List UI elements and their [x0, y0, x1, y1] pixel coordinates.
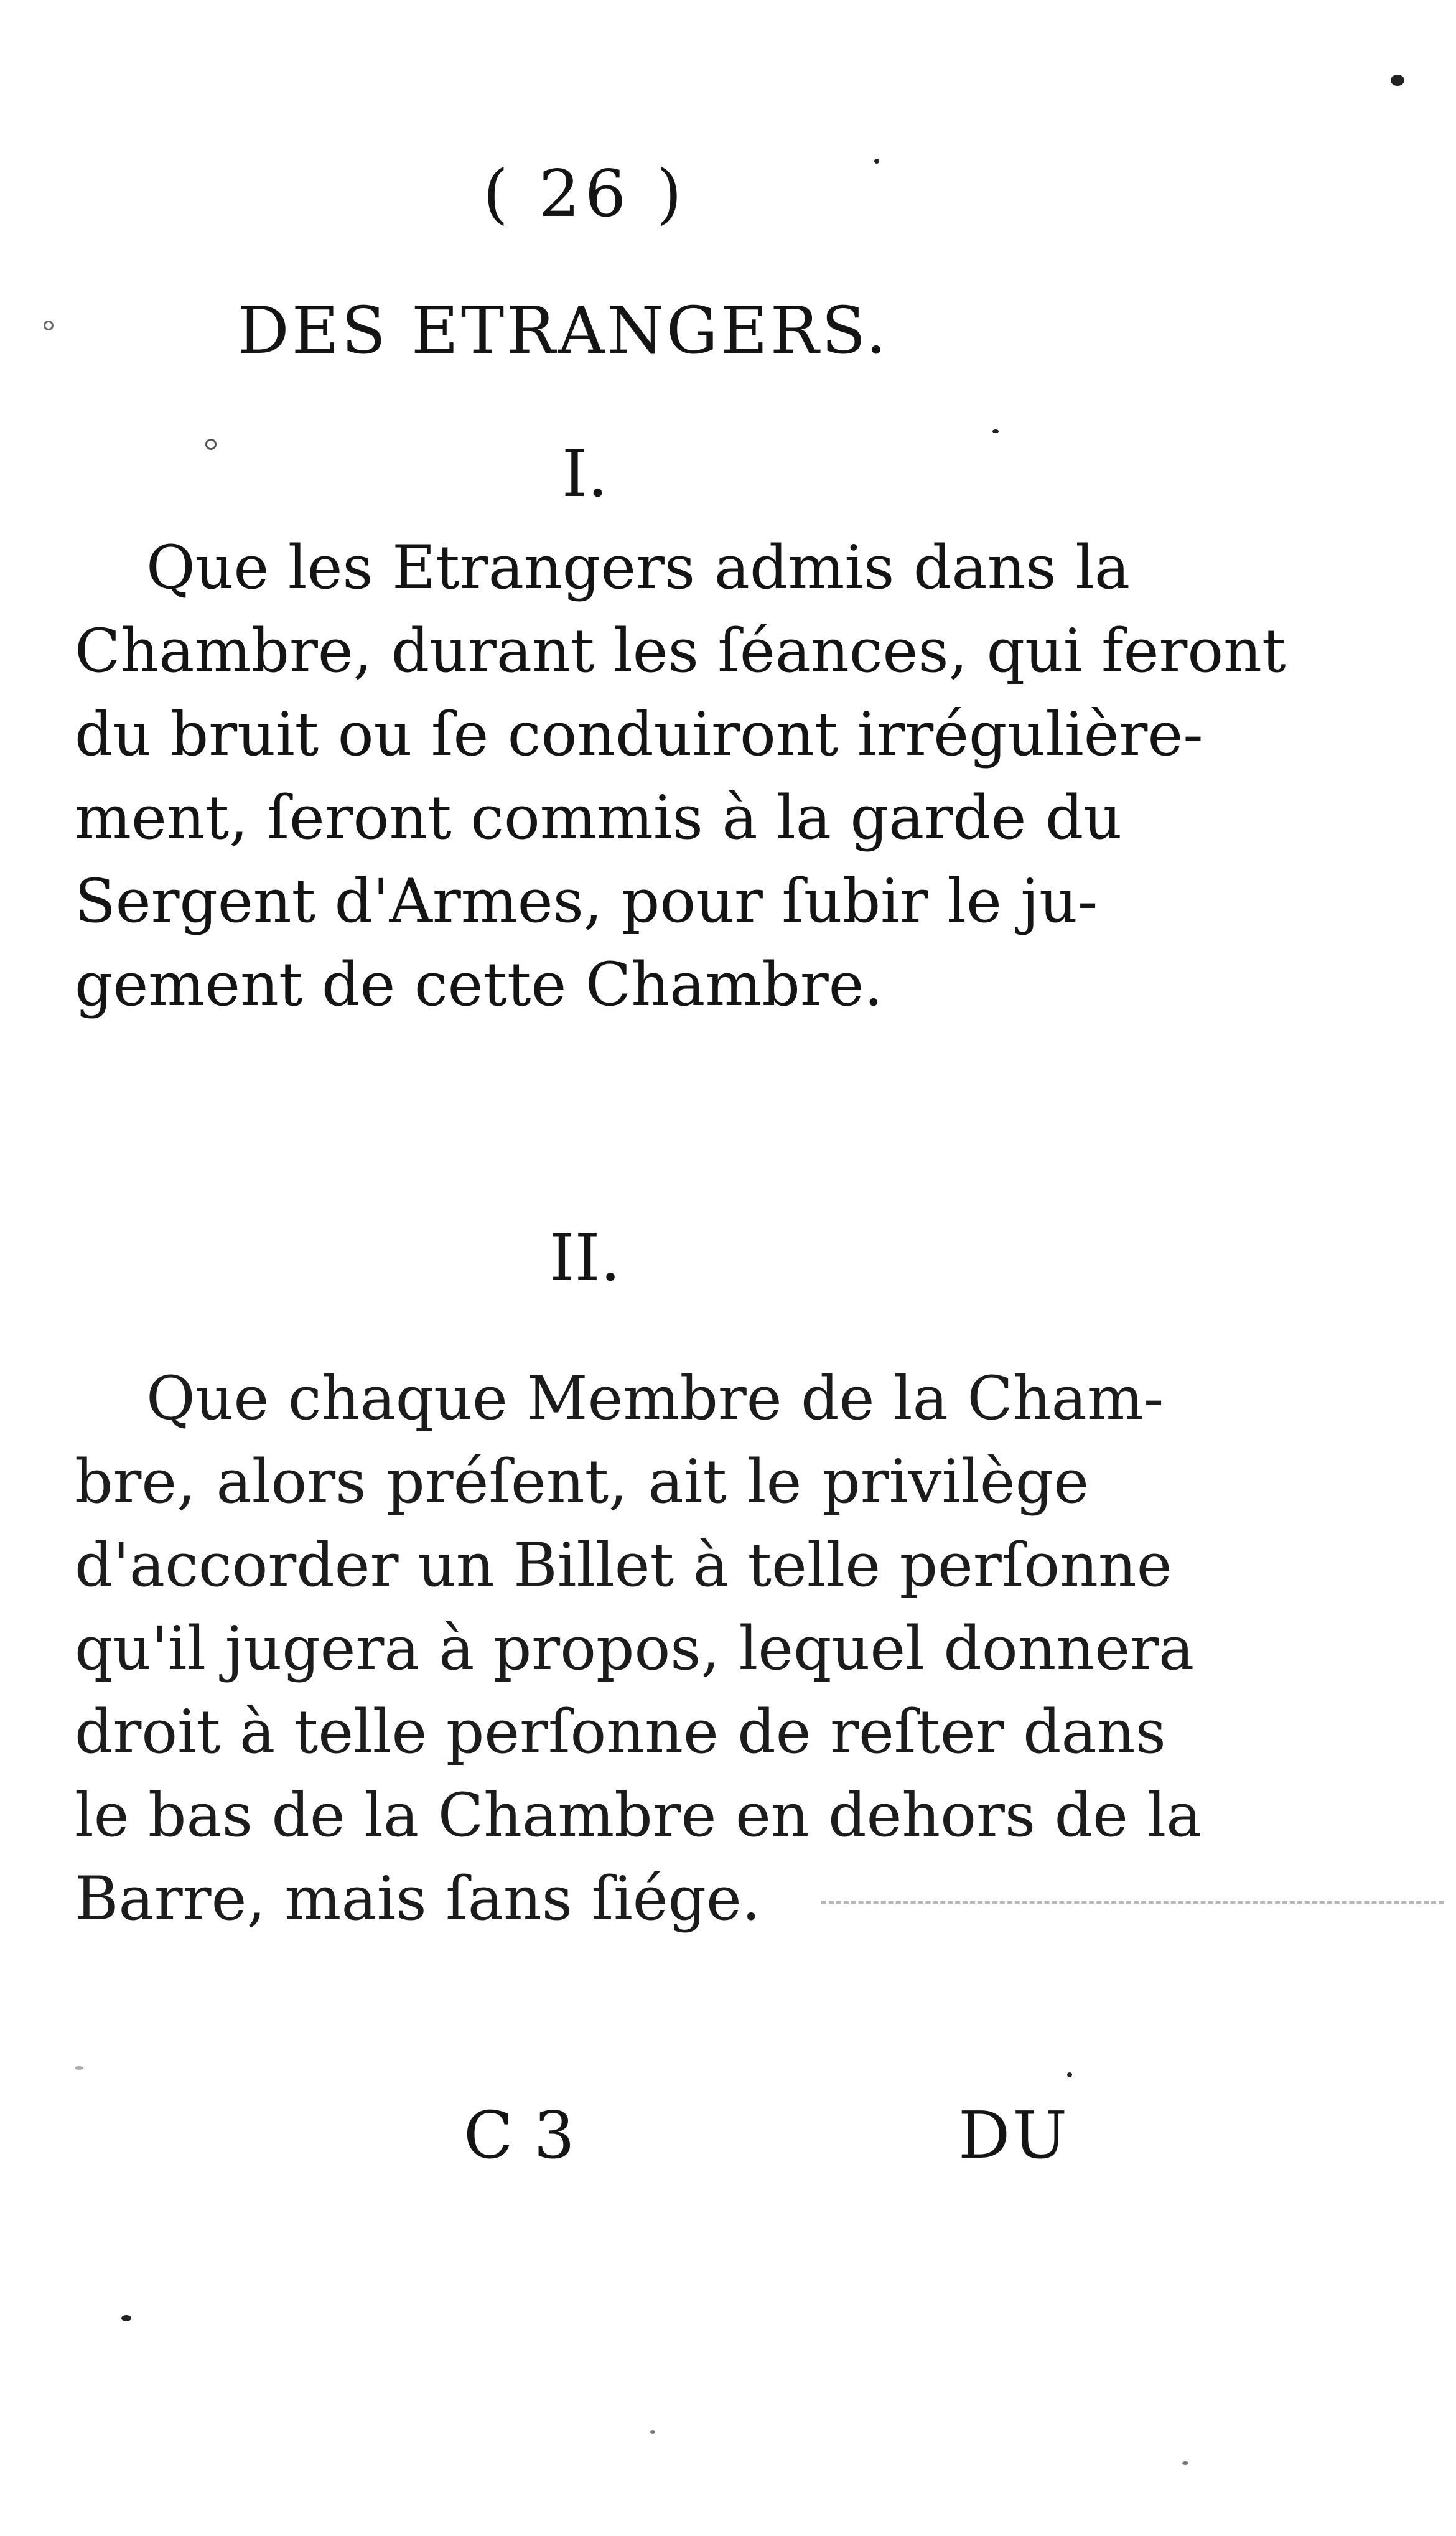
text-line: ment, ſeront commis à la garde du: [75, 783, 1122, 853]
ink-speck: [992, 429, 999, 433]
article-2-text: [75, 1357, 1202, 1940]
ink-speck: [1182, 2461, 1188, 2465]
article-1-text: [75, 526, 1286, 1026]
text-line: Sergent d'Armes, pour ſubir le ju-: [75, 866, 1098, 936]
text-line: du bruit ou ſe conduiront irrégulière-: [75, 700, 1203, 769]
ink-speck: [121, 2315, 131, 2321]
faint-dashed-mark: [821, 1901, 1444, 1904]
ink-speck: [205, 439, 217, 450]
text-line: qu'il jugera à propos, lequel donnera: [75, 1614, 1195, 1683]
page-footer: [0, 2097, 1456, 2184]
text-line: Que chaque Membre de la Cham-: [146, 1364, 1164, 1433]
article-number-1: I.: [561, 436, 609, 512]
signature-mark: C 3: [464, 2097, 575, 2173]
page-number-header: ( 26 ): [483, 156, 687, 232]
catchword: DU: [958, 2097, 1070, 2173]
ink-speck: [44, 321, 54, 330]
text-line: Barre, mais ſans ſiége.: [75, 1864, 761, 1934]
text-line: droit à telle perſonne de reſter dans: [75, 1697, 1166, 1767]
ink-speck: [1391, 75, 1404, 86]
text-line: d'accorder un Billet à telle perſonne: [75, 1530, 1172, 1600]
ink-speck: [75, 2066, 83, 2070]
text-line: Chambre, durant les ſéances, qui feront: [75, 616, 1286, 686]
ink-speck: [650, 2430, 655, 2434]
article-number-2: II.: [549, 1220, 621, 1296]
text-line: bre, alors préſent, ait le privilège: [75, 1447, 1089, 1517]
ink-speck: [1067, 2072, 1072, 2077]
text-line: Que les Etrangers admis dans la: [146, 533, 1131, 602]
section-title: DES ETRANGERS.: [237, 292, 889, 368]
text-line: gement de cette Chambre.: [75, 950, 884, 1019]
ink-speck: [874, 159, 879, 164]
text-line: le bas de la Chambre en dehors de la: [75, 1780, 1202, 1850]
